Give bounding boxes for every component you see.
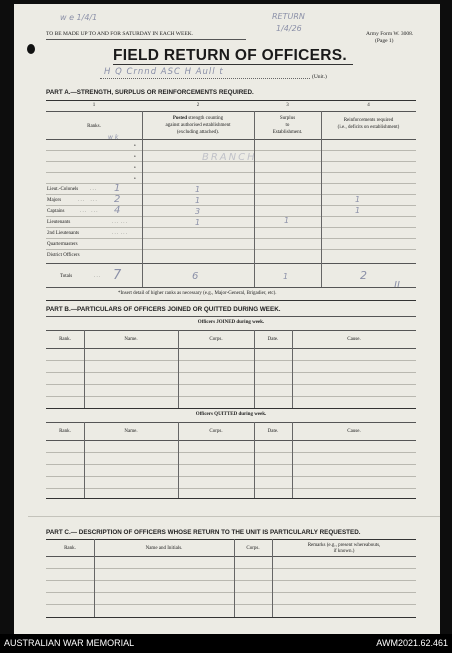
posted-rest: strength counting bbox=[188, 116, 224, 121]
part-c-col-divider bbox=[272, 539, 273, 617]
punch-hole bbox=[27, 44, 35, 54]
rank-lieutenants: Lieutenants bbox=[47, 220, 71, 225]
posted-header-line3: (excluding attached). bbox=[176, 130, 220, 135]
quitted-col-divider bbox=[84, 422, 85, 498]
joined-title: Officers JOINED during week. bbox=[197, 320, 265, 325]
part-c-col-corps: Corps. bbox=[246, 546, 260, 551]
title-underline bbox=[113, 64, 353, 65]
part-a-col-divider bbox=[321, 111, 322, 287]
joined-col-divider bbox=[178, 330, 179, 408]
posted-lt-value: 1 bbox=[195, 218, 201, 227]
row-rule bbox=[46, 488, 416, 489]
joined-col-divider bbox=[84, 330, 85, 408]
quitted-col-rank: Rank. bbox=[59, 429, 71, 434]
form-sheet bbox=[14, 4, 440, 634]
rank-captains: Captains bbox=[47, 209, 65, 214]
part-a-top-rule bbox=[46, 100, 416, 101]
reinforcements-maj-value: 1 bbox=[355, 195, 361, 204]
row-rule bbox=[46, 150, 416, 151]
quitted-col-corps: Corps. bbox=[209, 429, 223, 434]
row-rule bbox=[46, 568, 416, 569]
part-a-footnote: *Insert detail of higher ranks as necessary (e.g., Major-General, Brigadier, etc). bbox=[118, 291, 277, 296]
quitted-col-name: Name. bbox=[124, 429, 138, 434]
row-rule bbox=[46, 384, 416, 385]
row-rule bbox=[46, 216, 416, 217]
joined-col-divider bbox=[254, 330, 255, 408]
surplus-header-line2: to bbox=[285, 123, 290, 128]
quitted-col-date: Date. bbox=[267, 429, 279, 434]
part-c-bottom-rule bbox=[46, 617, 416, 618]
totals-label: Totals bbox=[60, 274, 73, 279]
joined-col-divider bbox=[292, 330, 293, 408]
faint-handwriting: BRANCH bbox=[202, 152, 257, 163]
rank-2nd-lieutenants: 2nd Lieutenants bbox=[47, 231, 80, 236]
part-c-top-rule bbox=[46, 539, 416, 540]
archive-caption-left: AUSTRALIAN WAR MEMORIAL bbox=[4, 638, 135, 648]
col-number-3: 3 bbox=[286, 103, 289, 108]
form-id: Army Form W. 3008. bbox=[366, 31, 414, 37]
part-b-top-rule bbox=[46, 316, 416, 317]
instruction-text: TO BE MADE UP TO AND FOR SATURDAY IN EACH WEEK. bbox=[46, 31, 194, 37]
quitted-title-rule bbox=[46, 422, 416, 423]
form-title: FIELD RETURN OF OFFICERS. bbox=[113, 47, 347, 64]
joined-col-corps: Corps. bbox=[209, 337, 223, 342]
col-number-2: 2 bbox=[196, 103, 200, 108]
asterisk-row-2: • bbox=[134, 155, 136, 160]
reinforcements-header-line2: (i.e., deficits on establishment) bbox=[337, 125, 400, 130]
row-rule bbox=[46, 452, 416, 453]
joined-col-date: Date. bbox=[267, 337, 279, 342]
row-rule bbox=[46, 172, 416, 173]
part-c-col-divider bbox=[94, 539, 95, 617]
joined-col-cause: Cause. bbox=[347, 337, 361, 342]
quitted-header-rule bbox=[46, 440, 416, 441]
row-rule bbox=[46, 604, 416, 605]
rank-district-officers: District Officers bbox=[47, 253, 80, 258]
handwritten-return-date: 1/4/26 bbox=[276, 24, 302, 33]
handwritten-unit-name: H Q Crnnd ASC H Aull t bbox=[104, 67, 224, 77]
handwritten-maj-count: 2 bbox=[114, 194, 121, 205]
col-number-1: 1 bbox=[92, 103, 96, 108]
part-c-col-remarks-line2: if known.) bbox=[333, 549, 355, 554]
surplus-lt-value: 1 bbox=[284, 216, 290, 225]
asterisk-row-1: • bbox=[134, 144, 136, 149]
fold-line bbox=[28, 516, 440, 517]
archive-caption-bar bbox=[0, 634, 452, 653]
joined-col-name: Name. bbox=[124, 337, 138, 342]
reinforcements-capt-value: 1 bbox=[355, 206, 361, 215]
row-rule bbox=[46, 238, 416, 239]
part-a-number-rule bbox=[46, 111, 416, 112]
rank-lieut-colonels: Lieut.-Colonels bbox=[47, 187, 79, 192]
handwritten-capt-count: 4 bbox=[114, 205, 121, 216]
part-b-heading: PART B.—PARTICULARS OF OFFICERS JOINED OR QUITTED DURING WEEK. bbox=[46, 306, 281, 313]
quitted-col-divider bbox=[254, 422, 255, 498]
row-rule bbox=[46, 592, 416, 593]
quitted-col-divider bbox=[292, 422, 293, 498]
archive-caption-right: AWM2021.62.461 bbox=[376, 638, 448, 648]
part-a-bottom-rule bbox=[46, 300, 416, 301]
leader-dots: . . . . . . bbox=[112, 220, 127, 225]
row-rule bbox=[46, 360, 416, 361]
surplus-header-line3: Establishment. bbox=[272, 130, 303, 135]
ranks-header: Ranks. bbox=[87, 124, 101, 129]
part-a-heading: PART A.—STRENGTH, SURPLUS OR REINFORCEMENTS REQUIRED. bbox=[46, 89, 254, 96]
row-rule bbox=[46, 396, 416, 397]
handwritten-lc-count: 1 bbox=[114, 183, 121, 194]
unit-label: (Unit.) bbox=[312, 74, 327, 80]
part-a-col-divider bbox=[254, 111, 255, 287]
part-c-col-divider bbox=[234, 539, 235, 617]
quitted-title: Officers QUITTED during week. bbox=[195, 412, 267, 417]
leader-dots: . . . bbox=[94, 274, 101, 279]
rank-majors: Majors bbox=[47, 198, 62, 203]
posted-lc-value: 1 bbox=[195, 185, 201, 194]
posted-maj-value: 1 bbox=[195, 196, 201, 205]
posted-capt-value: 3 bbox=[195, 207, 201, 216]
row-rule bbox=[46, 161, 416, 162]
posted-total-value: 6 bbox=[192, 271, 199, 282]
page-number: (Page 1) bbox=[375, 38, 394, 44]
surplus-total-value: 1 bbox=[283, 272, 289, 281]
handwritten-note-top-left: w e 1/4/1 bbox=[60, 13, 98, 22]
leader-dots: . . . . . . bbox=[80, 209, 98, 214]
row-rule bbox=[46, 464, 416, 465]
unit-line bbox=[100, 78, 310, 79]
handwritten-total-count: 7 bbox=[113, 268, 122, 283]
row-rule bbox=[46, 476, 416, 477]
row-rule bbox=[46, 205, 416, 206]
reinforcements-total-value: 2 bbox=[360, 269, 367, 282]
part-c-col-rank: Rank. bbox=[64, 546, 76, 551]
rank-quartermasters: Quartermasters bbox=[47, 242, 78, 247]
part-a-col-divider bbox=[142, 111, 143, 287]
part-c-col-remarks-line1: Remarks (e.g., present whereabouts, bbox=[307, 543, 381, 548]
row-rule bbox=[46, 194, 416, 195]
col-number-4: 4 bbox=[367, 103, 370, 108]
totals-top-rule bbox=[46, 263, 416, 264]
leader-dots: . . . bbox=[90, 187, 97, 192]
posted-header-line1 bbox=[142, 116, 254, 121]
posted-bold: Posted bbox=[172, 116, 188, 121]
part-c-col-name: Name and Initials. bbox=[145, 546, 183, 551]
totals-bottom-rule bbox=[46, 287, 416, 288]
joined-col-rank: Rank. bbox=[59, 337, 71, 342]
row-rule bbox=[46, 580, 416, 581]
leader-dots: . . . . . . bbox=[112, 231, 127, 236]
quitted-col-divider bbox=[178, 422, 179, 498]
joined-header-rule bbox=[46, 348, 416, 349]
part-c-header-rule bbox=[46, 556, 416, 557]
asterisk-row-3: • bbox=[134, 166, 136, 171]
joined-title-rule bbox=[46, 330, 416, 331]
posted-header-line2: against authorised establishment bbox=[165, 123, 231, 128]
leader-dots: . . . . . . bbox=[78, 198, 97, 203]
row-rule bbox=[46, 372, 416, 373]
row-rule bbox=[46, 183, 416, 184]
handwritten-ranks-mark: w k bbox=[108, 134, 119, 141]
reinforcements-header-line1: Reinforcements required bbox=[343, 118, 394, 123]
joined-bottom-rule bbox=[46, 408, 416, 409]
part-c-heading: PART C.— DESCRIPTION OF OFFICERS WHOSE RETURN TO THE UNIT IS PARTICULARLY REQUESTED. bbox=[46, 529, 361, 536]
row-rule bbox=[46, 227, 416, 228]
surplus-header-line1: Surplus bbox=[279, 116, 296, 121]
row-rule bbox=[46, 249, 416, 250]
part-b-bottom-rule bbox=[46, 498, 416, 499]
asterisk-row-4: • bbox=[134, 177, 136, 182]
quitted-col-cause: Cause. bbox=[347, 429, 361, 434]
part-a-header-rule bbox=[46, 139, 416, 140]
margin-mark: II bbox=[394, 280, 400, 291]
instruction-underline bbox=[46, 39, 246, 40]
handwritten-return-label: RETURN bbox=[272, 12, 305, 21]
